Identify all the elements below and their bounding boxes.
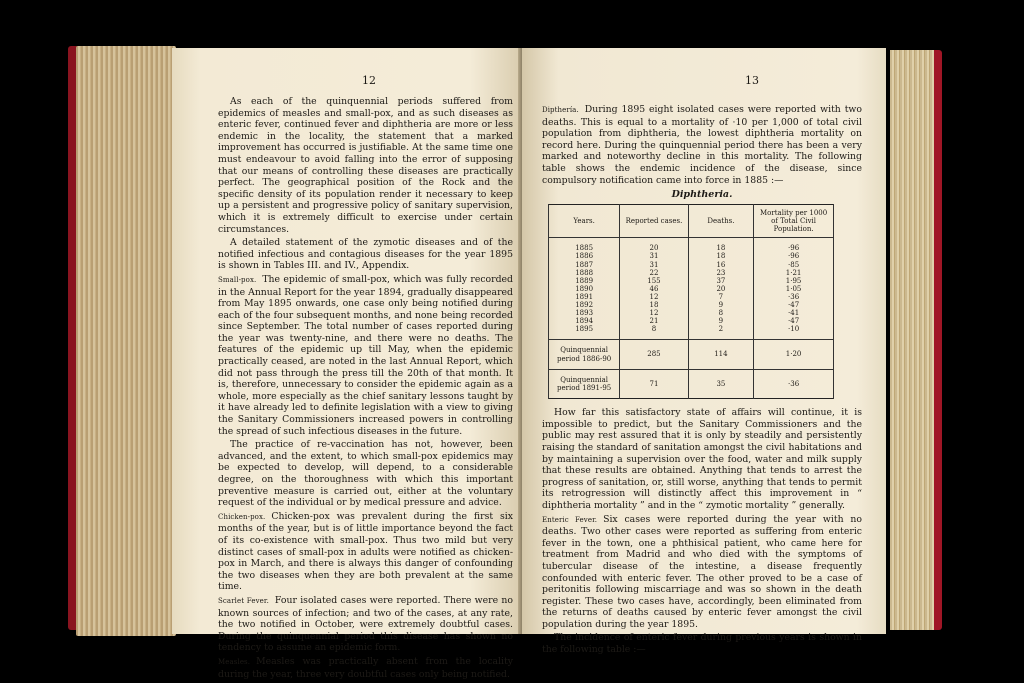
- side-note: Chicken-pox.: [218, 512, 266, 521]
- paragraph: Small-pox. The epidemic of small-pox, which was fully recorded in the Annual Report for the year 1894, gradually disappeared from May 1895 onwards, one case only being notified during each of the four subsequent months, and none being recorded since September. The total number of cases reported during the year was twenty-nine, and there were no deaths. The features of the epidemic up till May, when the epidemic practically ceased, are noted in the last Annual Report, which did not pass through the press till the 20th of that month. It is, therefore, unnecessary to consider the epidemic again as a whole, more especially as the chief sanitary lessons taught by it have already led to definite legislation with a view to giving the Sanitary Commissioners increased powers in controlling the spread of such infectious diseases in the future.: [218, 273, 513, 437]
- paragraph: A detailed statement of the zymotic diseases and of the notified infectious and contagious diseases for the year 1895 is shown in Tables III. and IV., Appendix.: [218, 237, 513, 272]
- mortality-column: ·96 ·96 ·85 1·21 1·95 1·05 ·36 ·47 ·41 ·47 ·10: [754, 238, 834, 340]
- period-mortality: ·36: [754, 369, 834, 398]
- paragraph: Chicken-pox. Chicken-pox was prevalent during the first six months of the year, but is of little importance beyond the fact of its co-existence with small-pox. Thus two mild but very distinct cases of small-pox in adults were notified as chicken-pox in March, and there is always this danger of confounding the two diseases when they are both prevalent at the same time.: [218, 510, 513, 593]
- diphtheria-table: [548, 204, 834, 399]
- paragraph: As each of the quinquennial periods suffered from epidemics of measles and small-pox, and as such diseases as enteric fever, continued fever and diphtheria are more or less endemic in the locality, the statement that a marked improvement has occurred is justifiable. At the same time one must endeavour to avoid falling into the error of supposing that our means of controlling these diseases are practically perfect. The geographical position of the Rock and the specific density of its population render it necessary to keep up a persistent and progressive policy of sanitary supervision, which it is extremely difficult to exercise under certain circumstances.: [218, 96, 513, 235]
- period-deaths: 35: [688, 369, 754, 398]
- column-header: Reported cases.: [620, 204, 688, 238]
- open-book: [68, 44, 942, 680]
- cases-column: 20 31 31 22 155 46 12 18 12 21 8: [620, 238, 688, 340]
- period-label: Quinquennial period 1886-90: [549, 340, 620, 369]
- period-deaths: 114: [688, 340, 754, 369]
- column-header: Deaths.: [688, 204, 754, 238]
- side-note: Measles.: [218, 657, 251, 666]
- period-mortality: 1·20: [754, 340, 834, 369]
- period-cases: 71: [620, 369, 688, 398]
- table-header-row: [549, 204, 834, 238]
- right-page: [522, 48, 886, 656]
- side-note: Dipthería.: [542, 106, 579, 114]
- paragraph: The practice of re-vaccination has not, however, been advanced, and the extent, to which small-pox epidemics may be expected to develop, will depend, to a considerable degree, on the thoroughness with which this important preventive measure is carried out, either at the voluntary request of the individual or by medical pressure and advice.: [218, 439, 513, 509]
- table-row: [549, 340, 834, 369]
- period-cases: 285: [620, 340, 688, 369]
- paragraph: Measles. Measles was practically absent from the locality during the year, three very doubtful cases only being notified.: [218, 655, 513, 680]
- column-header: Mortality per 1000 of Total Civil Population.: [754, 204, 834, 238]
- period-label: Quinquennial period 1891-95: [549, 369, 620, 398]
- left-page: [172, 48, 522, 680]
- side-note: Small-pox.: [218, 275, 257, 284]
- page-number: 12: [362, 74, 376, 87]
- side-note: Enteric Fever.: [542, 515, 598, 524]
- deaths-column: 18 18 16 23 37 20 7 9 8 9 2: [688, 238, 754, 340]
- right-page-text: [542, 104, 862, 658]
- page-edges-right: [890, 50, 934, 630]
- table-row: [549, 369, 834, 398]
- paragraph: Enteric Fever. Six cases were reported during the year with no deaths. Two other cases were reported as suffering from enteric fever in the town, one a phthisical patient, who came here for treatment from Madrid and who died with the symptoms of tubercular disease of the intestine, a disease frequently confounded with enteric fever. The other proved to be a case of peritonitis following miscarriage and was so shown in the death register. These two cases have, accordingly, been eliminated from the returns of deaths caused by enteric fever amongst the civil population during the year 1895.: [542, 513, 862, 630]
- page-number: 13: [745, 74, 759, 87]
- paragraph: How far this satisfactory state of affairs will continue, it is impossible to predict, but the Sanitary Commissioners and the public may rest assured that it is only by steadily and persistently raising the standard of sanitation amongst the civil habitations and by maintaining a supervision over the food, water and milk supply that these results are obtained. Anything that tends to arrest the progress of sanitation, or, still worse, anything that tends to permit its retrogression will distinctly affect this improvement in “ diphtheria mortality ” and in the “ zymotic mortality ” generally.: [542, 407, 862, 511]
- paragraph: Dipthería. During 1895 eight isolated cases were reported with two deaths. This is equal to a mortality of ·10 per 1,000 of total civil population from diphtheria, the lowest diphtheria mortality on record here. During the quinquennial period there has been a very marked and noteworthy decline in this mortality. The following table shows the endemic incidence of the disease, since compulsory notification came into force in 1885 :—: [542, 104, 862, 186]
- paragraph: Scarlet Fever. Four isolated cases were reported. There were no known sources of infection; and two of the cases, at any rate, the two notified in October, were extremely doubtful cases. During the quinquennial period this disease has shown no tendency to assume an epidemic form.: [218, 594, 513, 654]
- paragraph: The incidence of enteric fever during previous years is shown in the following table :—: [542, 632, 862, 656]
- column-header: Years.: [549, 204, 620, 238]
- side-note: Scarlet Fever.: [218, 596, 269, 605]
- years-column: 1885 1886 1887 1888 1889 1890 1891 1892 1893 1894 1895: [549, 238, 620, 340]
- table-title: Diphtheria.: [671, 189, 733, 201]
- page-edges-left: [76, 46, 176, 636]
- left-page-text: [218, 96, 513, 682]
- table-row: [549, 238, 834, 340]
